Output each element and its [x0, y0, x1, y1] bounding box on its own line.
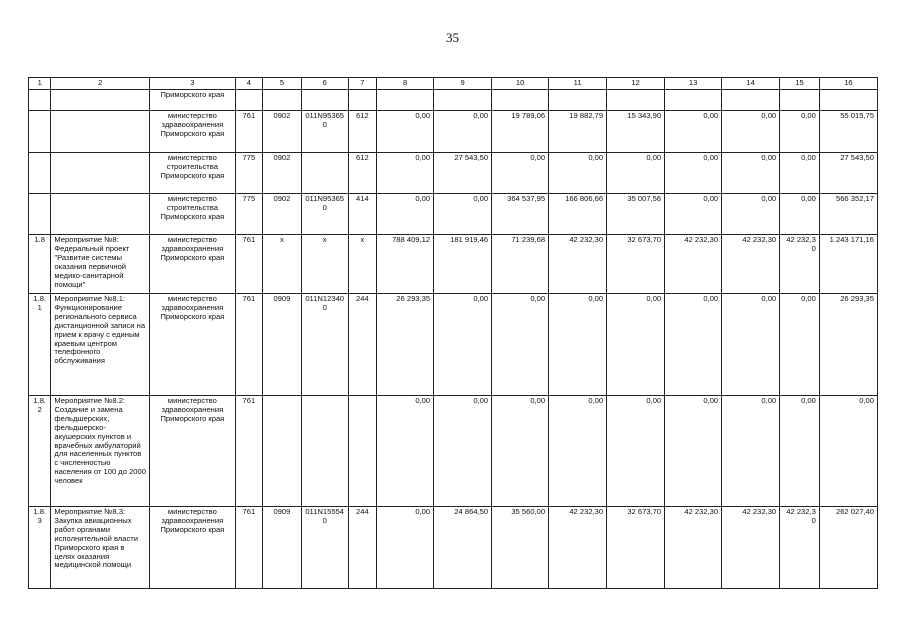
cell-amount: 0,00 — [722, 111, 780, 153]
cell-section: 0902 — [263, 153, 302, 194]
column-header: 9 — [434, 78, 492, 90]
cell-expense-type: 244 — [348, 507, 377, 589]
cell-grbs: 761 — [235, 396, 262, 507]
cell-amount: 364 537,95 — [492, 194, 549, 235]
cell-total: 1 243 171,16 — [819, 235, 877, 294]
cell-target-article: x — [301, 235, 348, 294]
column-header: 16 — [819, 78, 877, 90]
cell-amount: 0,00 — [780, 153, 820, 194]
cell-total: 566 352,17 — [819, 194, 877, 235]
cell-expense-type: x — [348, 235, 377, 294]
cell-amount — [722, 90, 780, 111]
cell-expense-type: 414 — [348, 194, 377, 235]
column-header: 4 — [235, 78, 262, 90]
column-header: 10 — [492, 78, 549, 90]
cell-amount — [780, 90, 820, 111]
cell-amount: 42 232,30 — [780, 235, 820, 294]
cell-executor: министерство строительства Приморского края — [150, 153, 236, 194]
cell-amount: 35 560,00 — [492, 507, 549, 589]
cell-amount: 27 543,50 — [434, 153, 492, 194]
cell-amount: 0,00 — [434, 396, 492, 507]
cell-amount: 71 239,68 — [492, 235, 549, 294]
cell-executor: министерство здравоохранения Приморского края — [150, 396, 236, 507]
cell-grbs: 761 — [235, 111, 262, 153]
cell-measure: Мероприятие №8.2: Создание и замена фельдшерских, фельдшерско-акушерских пунктов и врачебных амбулаторий для населенных пунктов с численностью населения от 100 до 2000 человек — [51, 396, 150, 507]
cell-grbs: 775 — [235, 153, 262, 194]
column-header: 14 — [722, 78, 780, 90]
column-header: 2 — [51, 78, 150, 90]
cell-number — [29, 90, 51, 111]
cell-number: 1.8 — [29, 235, 51, 294]
cell-amount: 0,00 — [607, 396, 665, 507]
column-header: 15 — [780, 78, 820, 90]
cell-expense-type — [348, 396, 377, 507]
cell-executor: министерство строительства Приморского края — [150, 194, 236, 235]
cell-amount: 0,00 — [549, 294, 607, 396]
cell-amount: 32 673,70 — [607, 507, 665, 589]
cell-amount: 26 293,35 — [377, 294, 434, 396]
cell-executor: министерство здравоохранения Приморского края — [150, 235, 236, 294]
cell-amount: 0,00 — [549, 153, 607, 194]
cell-executor: Приморского края — [150, 90, 236, 111]
cell-total: 26 293,35 — [819, 294, 877, 396]
cell-amount — [434, 90, 492, 111]
table-row — [29, 90, 878, 111]
cell-amount: 0,00 — [780, 294, 820, 396]
cell-executor: министерство здравоохранения Приморского края — [150, 111, 236, 153]
cell-amount: 0,00 — [722, 294, 780, 396]
cell-number — [29, 153, 51, 194]
cell-amount: 0,00 — [665, 194, 722, 235]
cell-amount: 0,00 — [377, 396, 434, 507]
cell-amount — [549, 90, 607, 111]
column-header: 8 — [377, 78, 434, 90]
cell-number: 1.8.2 — [29, 396, 51, 507]
column-header: 1 — [29, 78, 51, 90]
cell-target-article — [301, 396, 348, 507]
cell-grbs: 775 — [235, 194, 262, 235]
cell-target-article — [301, 90, 348, 111]
cell-amount: 42 232,30 — [722, 507, 780, 589]
cell-measure: Мероприятие №8: Федеральный проект "Развитие системы оказания первичной медико-санитарной помощи" — [51, 235, 150, 294]
cell-section: 0909 — [263, 294, 302, 396]
column-header: 12 — [607, 78, 665, 90]
cell-amount: 19 882,79 — [549, 111, 607, 153]
cell-target-article: 011N953650 — [301, 111, 348, 153]
cell-target-article: 011N953650 — [301, 194, 348, 235]
cell-amount: 0,00 — [377, 111, 434, 153]
column-header: 3 — [150, 78, 236, 90]
cell-expense-type — [348, 90, 377, 111]
cell-amount: 15 343,90 — [607, 111, 665, 153]
cell-amount: 166 806,66 — [549, 194, 607, 235]
cell-executor: министерство здравоохранения Приморского края — [150, 294, 236, 396]
cell-total — [819, 90, 877, 111]
cell-total: 55 015,75 — [819, 111, 877, 153]
cell-amount: 0,00 — [377, 194, 434, 235]
cell-amount: 0,00 — [607, 153, 665, 194]
cell-amount: 0,00 — [377, 507, 434, 589]
cell-target-article — [301, 153, 348, 194]
cell-section — [263, 396, 302, 507]
cell-expense-type: 612 — [348, 153, 377, 194]
cell-amount: 0,00 — [665, 294, 722, 396]
cell-amount: 0,00 — [780, 111, 820, 153]
cell-number — [29, 111, 51, 153]
column-header: 6 — [301, 78, 348, 90]
table-row — [29, 111, 878, 153]
column-header: 11 — [549, 78, 607, 90]
cell-expense-type: 244 — [348, 294, 377, 396]
cell-amount: 0,00 — [492, 153, 549, 194]
budget-table — [28, 77, 878, 589]
cell-section: x — [263, 235, 302, 294]
cell-grbs: 761 — [235, 235, 262, 294]
cell-grbs: 761 — [235, 507, 262, 589]
table-row — [29, 194, 878, 235]
cell-expense-type: 612 — [348, 111, 377, 153]
cell-executor: министерство здравоохранения Приморского края — [150, 507, 236, 589]
cell-number: 1.8.1 — [29, 294, 51, 396]
cell-amount: 35 007,56 — [607, 194, 665, 235]
cell-amount: 0,00 — [607, 294, 665, 396]
cell-amount — [607, 90, 665, 111]
cell-measure — [51, 194, 150, 235]
cell-section: 0909 — [263, 507, 302, 589]
cell-amount: 0,00 — [722, 396, 780, 507]
cell-amount: 181 919,46 — [434, 235, 492, 294]
cell-amount: 0,00 — [549, 396, 607, 507]
cell-section — [263, 90, 302, 111]
page-number: 35 — [446, 30, 459, 45]
cell-number — [29, 194, 51, 235]
cell-measure — [51, 111, 150, 153]
cell-target-article: 011N123400 — [301, 294, 348, 396]
cell-total: 27 543,50 — [819, 153, 877, 194]
cell-amount — [665, 90, 722, 111]
cell-measure: Мероприятие №8.1: Функционирование регионального сервиса дистанционной записи на прием к врачу с единым краевым центром телефонного обслуживания — [51, 294, 150, 396]
cell-total: 262 027,40 — [819, 507, 877, 589]
cell-amount: 42 232,30 — [549, 507, 607, 589]
column-header: 5 — [263, 78, 302, 90]
cell-grbs: 761 — [235, 294, 262, 396]
cell-section: 0902 — [263, 111, 302, 153]
table-row — [29, 507, 878, 589]
cell-amount: 19 789,06 — [492, 111, 549, 153]
cell-target-article: 011N155540 — [301, 507, 348, 589]
cell-measure — [51, 153, 150, 194]
cell-amount: 0,00 — [722, 194, 780, 235]
cell-amount: 0,00 — [434, 194, 492, 235]
cell-amount: 0,00 — [665, 111, 722, 153]
cell-amount: 0,00 — [780, 396, 820, 507]
cell-grbs — [235, 90, 262, 111]
cell-measure: Мероприятие №8.3: Закупка авиационных работ органами исполнительной власти Приморского края в целях оказания медицинской помощи — [51, 507, 150, 589]
cell-amount: 0,00 — [665, 153, 722, 194]
cell-amount: 0,00 — [780, 194, 820, 235]
cell-amount: 0,00 — [377, 153, 434, 194]
cell-amount: 42 232,30 — [665, 235, 722, 294]
table-row — [29, 294, 878, 396]
cell-number: 1.8.3 — [29, 507, 51, 589]
cell-amount: 42 232,30 — [722, 235, 780, 294]
cell-amount: 42 232,30 — [549, 235, 607, 294]
cell-amount: 42 232,30 — [780, 507, 820, 589]
cell-amount: 24 864,50 — [434, 507, 492, 589]
cell-amount — [492, 90, 549, 111]
cell-amount: 0,00 — [434, 111, 492, 153]
table-row — [29, 396, 878, 507]
cell-amount: 788 409,12 — [377, 235, 434, 294]
cell-amount: 42 232,30 — [665, 507, 722, 589]
cell-amount: 0,00 — [665, 396, 722, 507]
cell-total: 0,00 — [819, 396, 877, 507]
cell-amount — [377, 90, 434, 111]
cell-amount: 0,00 — [434, 294, 492, 396]
column-header: 13 — [665, 78, 722, 90]
table-row — [29, 235, 878, 294]
cell-amount: 32 673,70 — [607, 235, 665, 294]
table-header-row — [29, 78, 878, 90]
cell-amount: 0,00 — [492, 396, 549, 507]
table-row — [29, 153, 878, 194]
column-header: 7 — [348, 78, 377, 90]
cell-amount: 0,00 — [722, 153, 780, 194]
cell-amount: 0,00 — [492, 294, 549, 396]
cell-section: 0902 — [263, 194, 302, 235]
cell-measure — [51, 90, 150, 111]
